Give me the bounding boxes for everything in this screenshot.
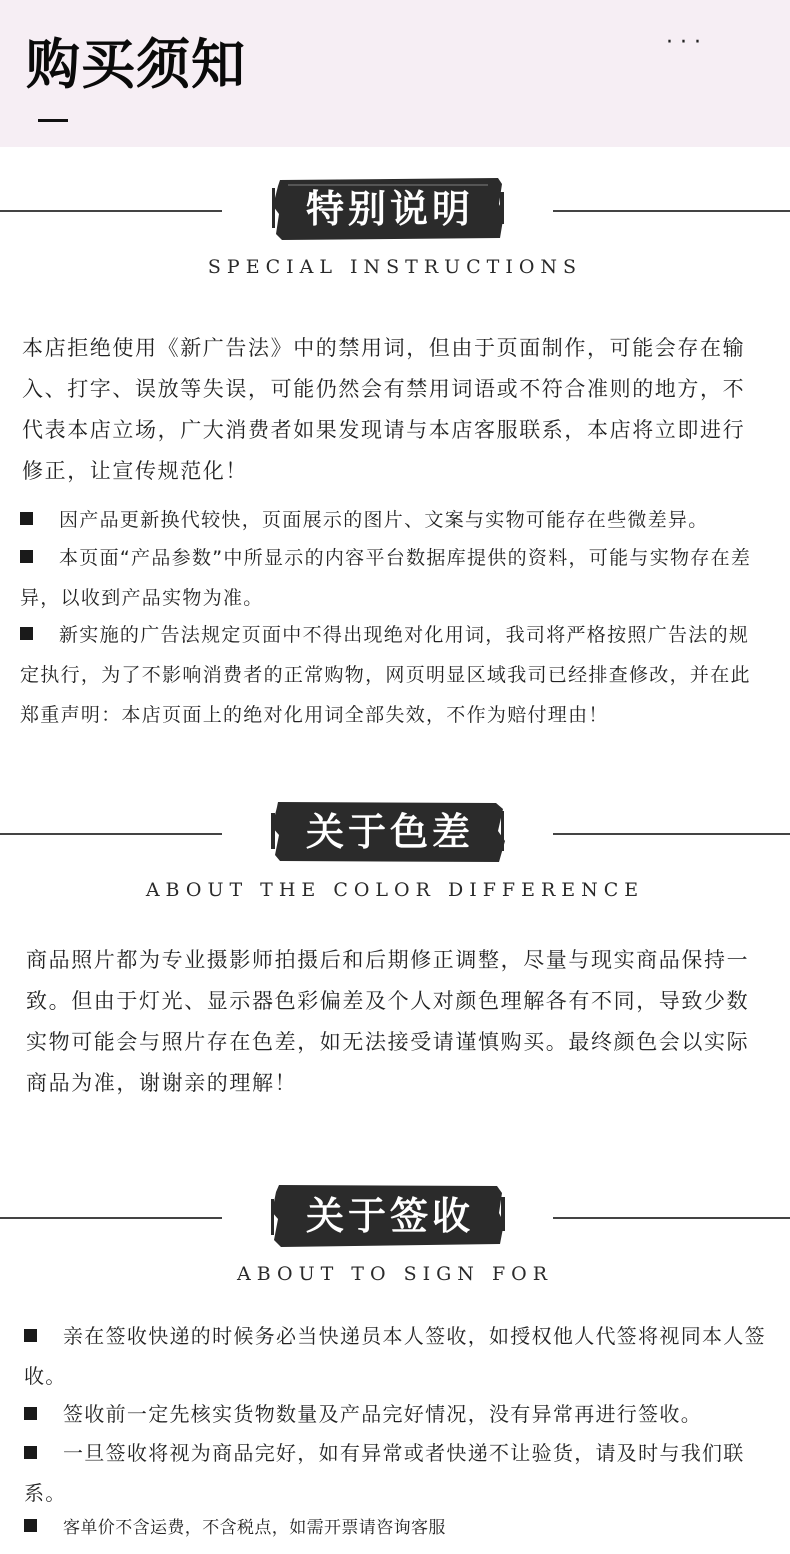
divider-line [0,210,222,212]
more-options-icon[interactable]: ··· [666,30,708,55]
list-item: 因产品更新换代较快，页面展示的图片、文案与实物可能存在些微差异。 [20,500,770,540]
bullet-square-icon [20,512,33,525]
title-underline [38,119,68,122]
divider-line [553,1217,790,1219]
stamp-badge [270,1181,506,1251]
divider-line [0,833,222,835]
section-subtitle: ABOUT THE COLOR DIFFERENCE [145,879,645,901]
bullet-square-icon [24,1446,37,1459]
page-title: 购买须知 [26,33,246,96]
stamp-badge [270,797,506,867]
divider-line [553,210,790,212]
divider-line [0,1217,222,1219]
bullet-square-icon [20,627,33,640]
section-title: 特别说明 [305,186,474,231]
section-paragraph: 本店拒绝使用《新广告法》中的禁用词，但由于页面制作，可能会存在输入、打字、误放等失误，可能仍然会有禁用词语或不符合准则的地方，不代表本店立场，广大消费者如果发现请与本店客服联系，本店将立即进行修正，让宣传规范化！ [22,336,746,483]
section-paragraph: 商品照片都为专业摄影师拍摄后和后期修正调整，尽量与现实商品保持一致。但由于灯光、显示器色彩偏差及个人对颜色理解各有不同，导致少数实物可能会与照片存在色差，如无法接受请谨慎购买。最终颜色会以实际商品为准，谢谢亲的理解！ [26,948,750,1095]
bullet-square-icon [24,1519,37,1532]
list-item: 亲在签收快递的时候务必当快递员本人签收，如授权他人代签将视同本人签收。 [24,1324,766,1388]
section-header-signing [0,1181,790,1301]
bullet-square-icon [24,1407,37,1420]
section-title: 关于签收 [305,1193,474,1238]
section-header-color [0,797,790,917]
section-title: 关于色差 [305,809,474,854]
bullet-square-icon [24,1329,37,1342]
stamp-badge [270,174,506,244]
list-item: 客单价不含运费，不含税点，如需开票请咨询客服 [24,1508,774,1548]
bullet-square-icon [20,550,33,563]
page-header [0,0,790,147]
list-item: 一旦签收将视为商品完好，如有异常或者快递不让验货，请及时与我们联系。 [24,1441,745,1505]
divider-line [553,833,790,835]
section-subtitle: ABOUT TO SIGN FOR [236,1263,554,1285]
section-header-special [0,174,790,294]
list-item: 新实施的广告法规定页面中不得出现绝对化用词，我司将严格按照广告法的规定执行，为了不影响消费者的正常购物，网页明显区域我司已经排查修改，并在此郑重声明：本店页面上的绝对化用词全部失效，不作为赔付理由！ [20,624,751,726]
list-item: 本页面“产品参数”中所显示的内容平台数据库提供的资料，可能与实物存在差异，以收到产品实物为准。 [20,547,752,609]
section-subtitle: SPECIAL INSTRUCTIONS [207,256,583,278]
list-item: 签收前一定先核实货物数量及产品完好情况，没有异常再进行签收。 [24,1394,774,1434]
